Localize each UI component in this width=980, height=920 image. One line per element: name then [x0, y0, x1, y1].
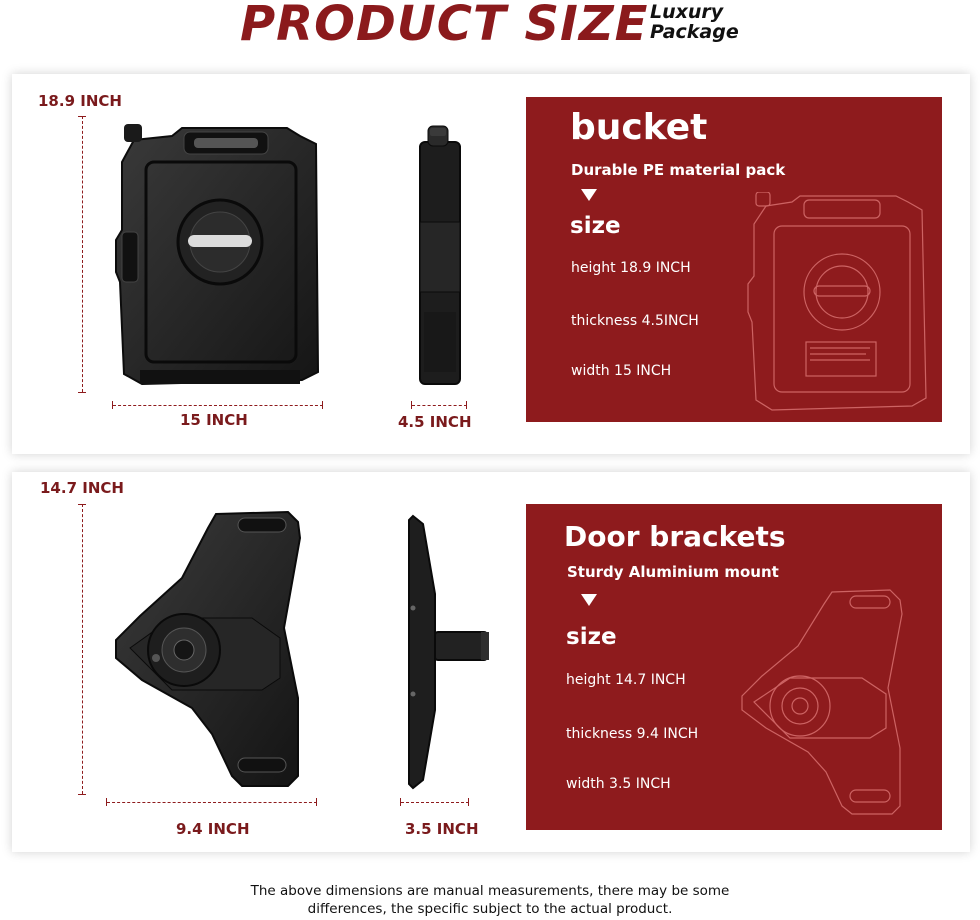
- footer-line2: differences, the specific subject to the actual product.: [307, 901, 673, 917]
- bucket-outline-image: [746, 192, 936, 417]
- bucket-spec-width: width 15 INCH: [571, 363, 672, 379]
- bucket-depth-tick-left: [411, 401, 412, 409]
- bracket-panel-title: Door brackets: [564, 520, 786, 553]
- bucket-height-label: 18.9 INCH: [38, 92, 122, 110]
- bracket-depth-line: [401, 802, 469, 803]
- bracket-depth-tick-right: [468, 798, 469, 806]
- bucket-panel-title: bucket: [570, 107, 708, 148]
- bracket-width-tick-right: [316, 798, 317, 806]
- footer-line1: The above dimensions are manual measurements, there may be some: [250, 883, 730, 899]
- page-subtitle: [650, 2, 739, 42]
- bucket-width-label: 15 INCH: [180, 411, 248, 429]
- bucket-width-tick-left: [112, 401, 113, 409]
- bucket-size-heading: size: [570, 213, 621, 239]
- bracket-depth-label: 3.5 INCH: [405, 820, 479, 838]
- bracket-panel-subtitle: Sturdy Aluminium mount: [567, 563, 779, 581]
- bucket-width-line: [113, 405, 323, 406]
- subtitle-line2: Package: [650, 21, 739, 43]
- bracket-spec-width: width 3.5 INCH: [566, 776, 671, 792]
- bucket-info-panel: [526, 97, 942, 422]
- bracket-height-line: [82, 504, 83, 794]
- bracket-height-tick-bottom: [78, 794, 86, 795]
- bracket-spec-height: height 14.7 INCH: [566, 672, 686, 688]
- bracket-depth-tick-left: [400, 798, 401, 806]
- bracket-side-image: [405, 514, 495, 790]
- bucket-spec-thickness: thickness 4.5INCH: [571, 313, 699, 329]
- bucket-depth-label: 4.5 INCH: [398, 413, 472, 431]
- bracket-outline-image: [738, 588, 908, 818]
- bracket-height-label: 14.7 INCH: [40, 479, 124, 497]
- bucket-height-line: [82, 116, 83, 392]
- bucket-height-tick-bottom: [78, 392, 86, 393]
- subtitle-line1: Luxury: [650, 1, 724, 23]
- bracket-width-line: [107, 802, 317, 803]
- bracket-front-image: [112, 508, 304, 790]
- bracket-size-heading: size: [566, 624, 617, 650]
- bucket-width-tick-right: [322, 401, 323, 409]
- arrow-down-icon: [581, 189, 597, 201]
- bracket-info-panel: [526, 504, 942, 830]
- bucket-depth-line: [412, 405, 467, 406]
- bucket-side-image: [414, 122, 466, 388]
- bucket-front-image: [112, 122, 322, 390]
- arrow-down-icon: [581, 594, 597, 606]
- footer-note: [0, 882, 980, 918]
- bracket-width-label: 9.4 INCH: [176, 820, 250, 838]
- page-title: PRODUCT SIZE: [240, 0, 649, 52]
- bracket-width-tick-left: [106, 798, 107, 806]
- bucket-depth-tick-right: [466, 401, 467, 409]
- bucket-spec-height: height 18.9 INCH: [571, 260, 691, 276]
- bracket-spec-thickness: thickness 9.4 INCH: [566, 726, 699, 742]
- bucket-panel-subtitle: Durable PE material pack: [571, 161, 786, 179]
